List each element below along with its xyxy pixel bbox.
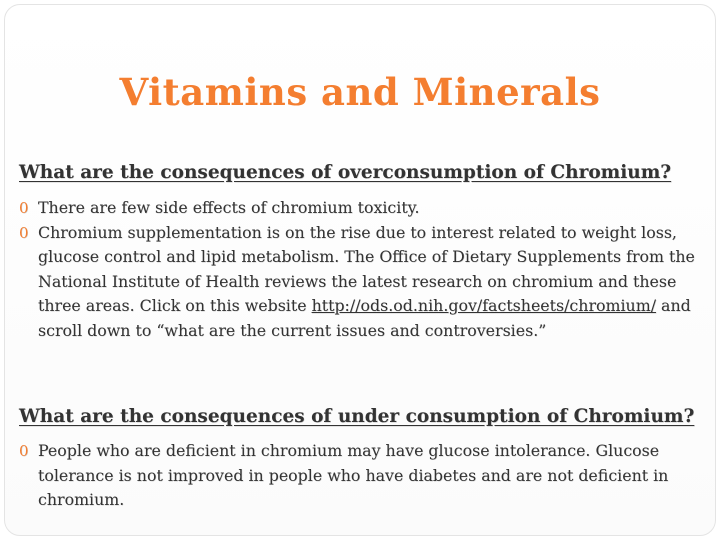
bullet-text: There are few side effects of chromium toxicity.	[38, 198, 420, 217]
bullet-item	[19, 196, 709, 221]
bullet-item	[19, 439, 709, 513]
bullet-text: People who are deficient in chromium may have glucose intolerance. Glucose tolerance is not improved in people who have diabetes and are not deficient in chromium.	[38, 441, 669, 509]
bullet-marker: 0	[19, 199, 29, 217]
bullet-marker: 0	[19, 223, 29, 242]
bullet-item	[19, 221, 709, 344]
section-heading-overconsumption: What are the consequences of overconsumption of Chromium?	[19, 162, 672, 183]
bullet-text: and scroll down to “what are the current issues and controversies.”	[38, 296, 691, 340]
bullet-text: Chromium supplementation is on the rise due to interest related to weight loss, glucose control and lipid metabolism. The Office of Dietary Supplements from the National Institute of Health reviews the latest research on chromium and these three areas. Click on this website	[38, 222, 695, 315]
bullet-marker: 0	[19, 442, 29, 460]
bullet-list-overconsumption	[19, 196, 709, 343]
section-heading-underconsumption: What are the consequences of under consumption of Chromium?	[19, 406, 695, 427]
chromium-factsheet-link[interactable]: http://ods.od.nih.gov/factsheets/chromium/	[311, 296, 657, 315]
bullet-list-underconsumption	[19, 439, 709, 513]
slide-title: Vitamins and Minerals	[119, 70, 601, 114]
